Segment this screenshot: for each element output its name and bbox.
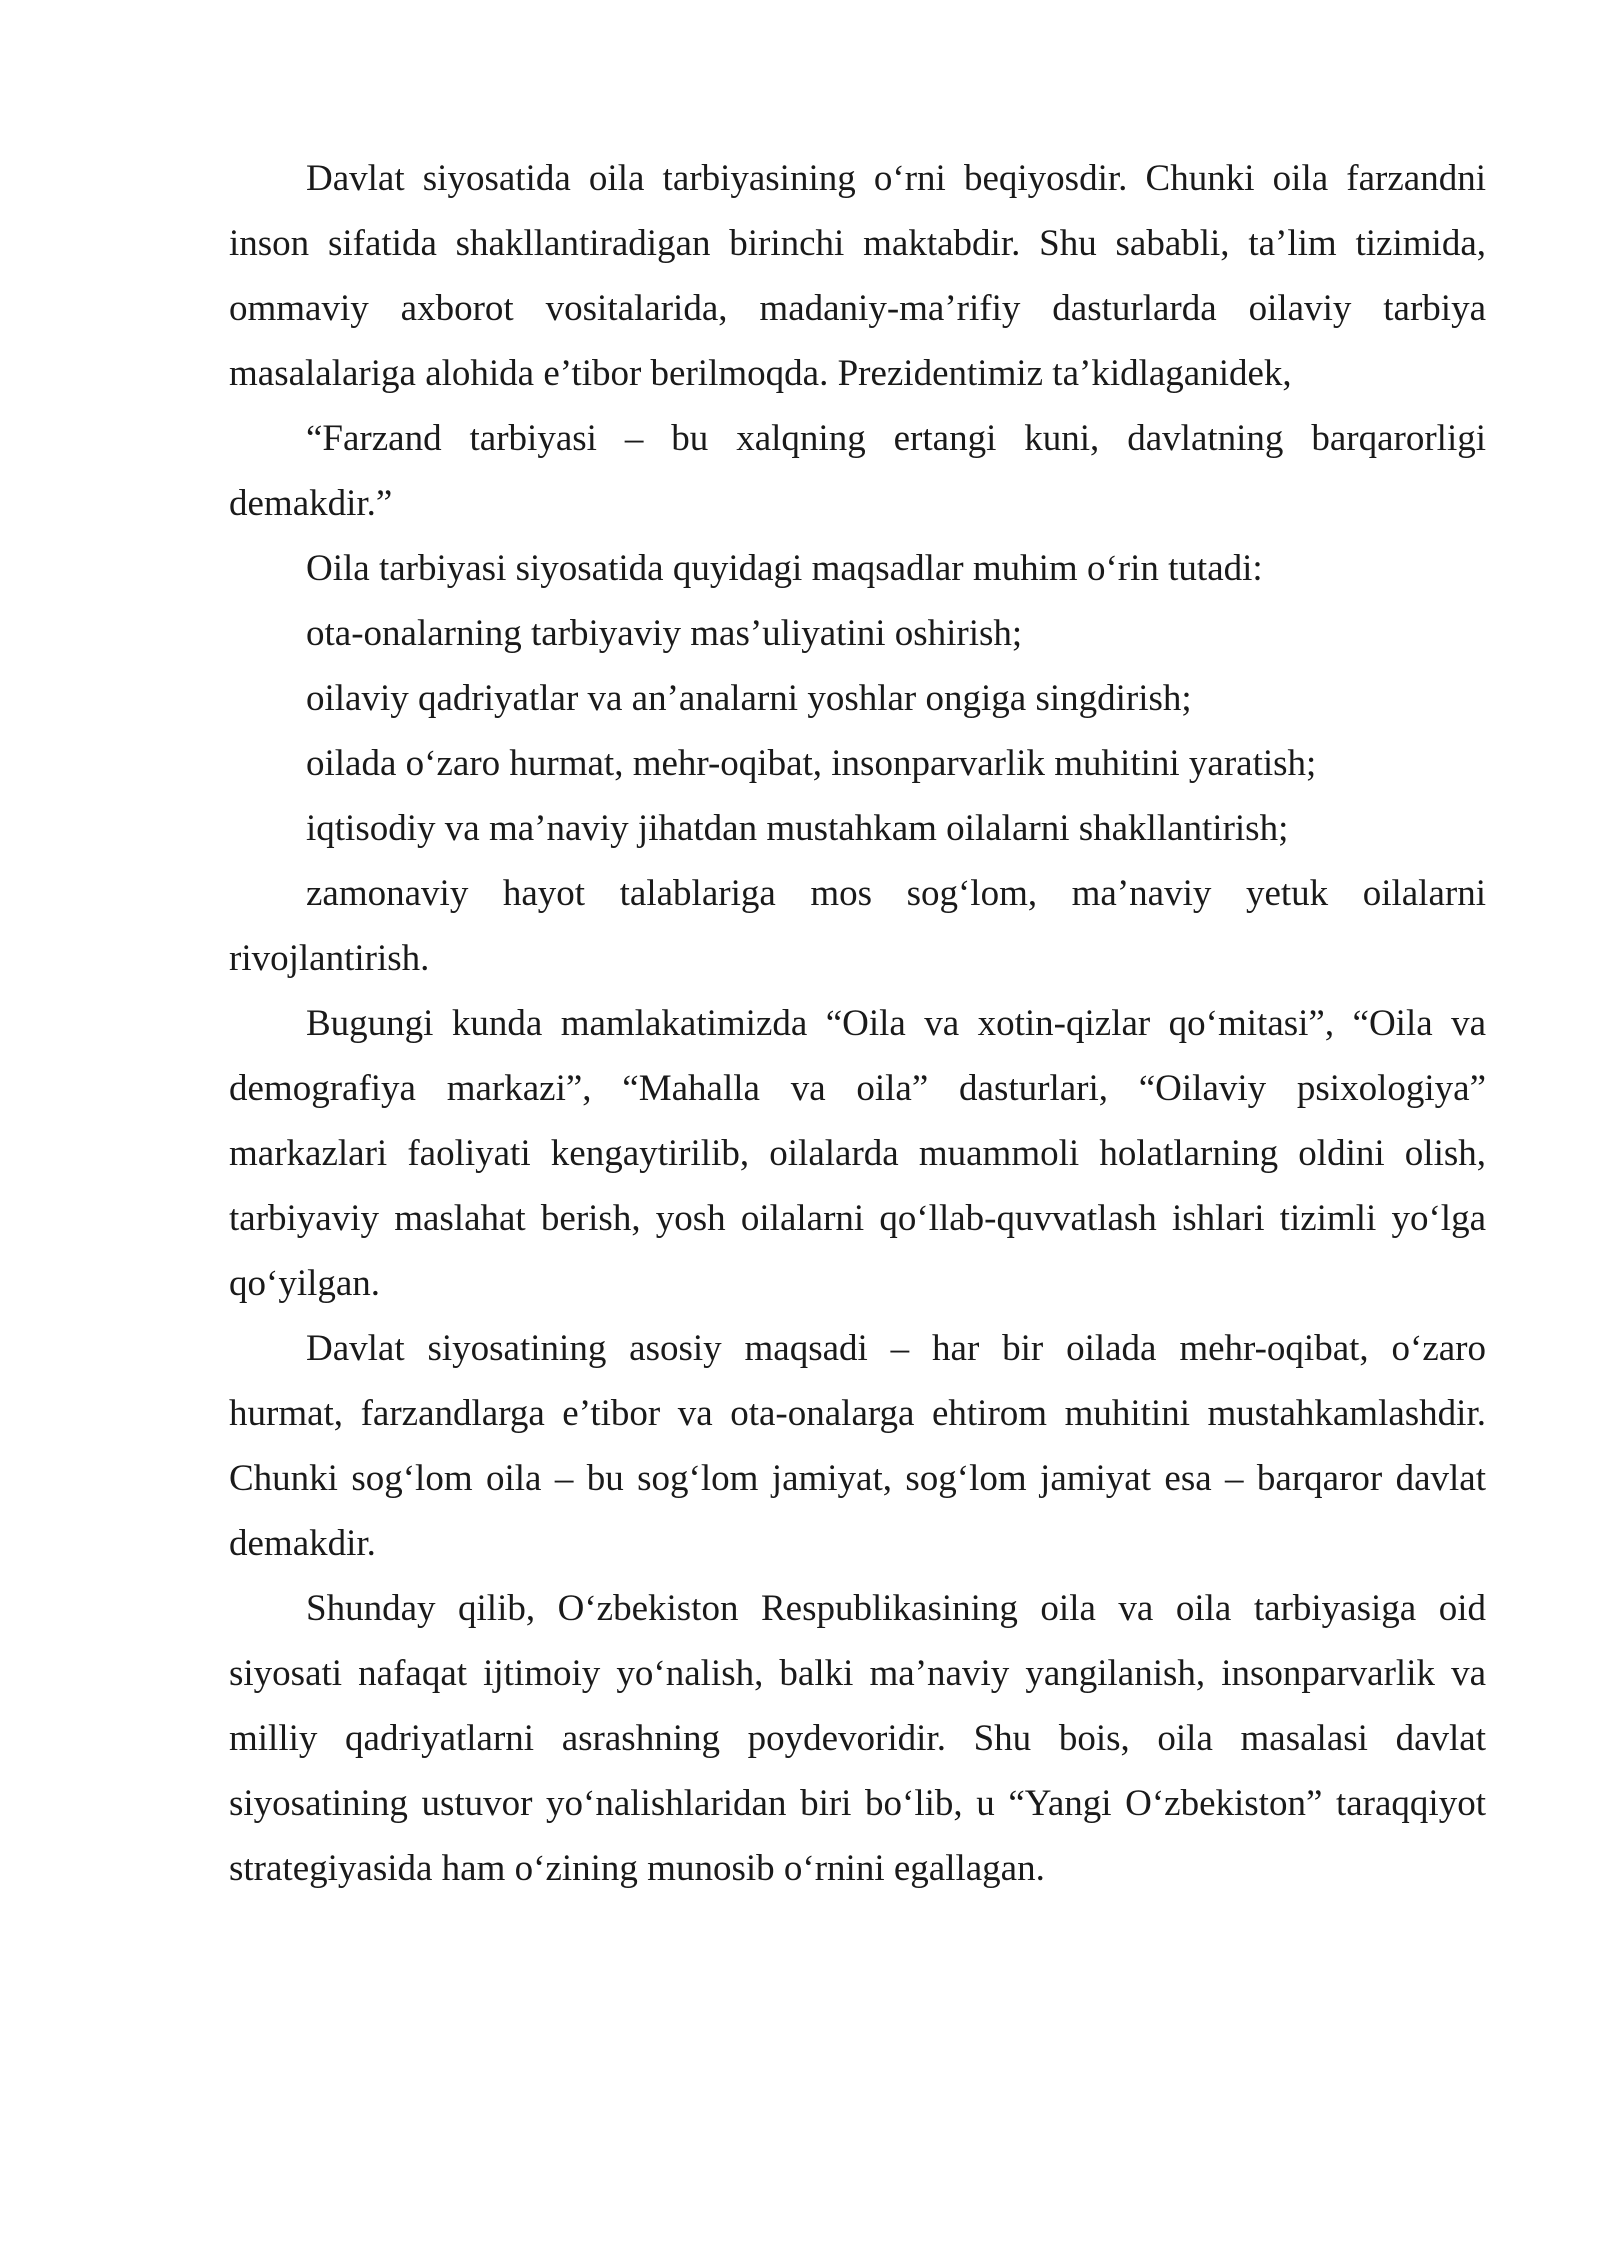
paragraph-intro: Davlat siyosatida oila tarbiyasining o‘rni beqiyosdir. Chunki oila farzandni inson sifatida shakllantiradigan birinchi maktabdir. Shu sababli, ta’lim tizimida, ommaviy axborot vositalarida, madaniy-ma’rifiy dasturlarda oilaviy tarbiya masalalariga alohida e’tibor berilmoqda. Prezidentimiz ta’kidlaganidek, [229,158,1486,394]
document-body [229,146,1486,1901]
list-item-goal-5: zamonaviy hayot talablariga mos sog‘lom, ma’naviy yetuk oilalarni rivojlantirish. [229,873,1486,979]
paragraph-goals-heading: Oila tarbiyasi siyosatida quyidagi maqsadlar muhim o‘rin tutadi: [306,548,1263,589]
paragraph-quote: “Farzand tarbiyasi – bu xalqning ertangi kuni, davlatning barqarorligi demakdir.” [229,418,1486,524]
list-item-goal-3: oilada o‘zaro hurmat, mehr-oqibat, insonparvarlik muhitini yaratish; [306,743,1317,784]
list-item-goal-2: oilaviy qadriyatlar va an’analarni yoshlar ongiga singdirish; [306,678,1192,719]
list-item-goal-1: ota-onalarning tarbiyaviy mas’uliyatini oshirish; [306,613,1023,654]
paragraph-main-goal: Davlat siyosatining asosiy maqsadi – har bir oilada mehr-oqibat, o‘zaro hurmat, farzandlarga e’tibor va ota-onalarga ehtirom muhitini mustahkamlashdir. Chunki sog‘lom oila – bu sog‘lom jamiyat, sog‘lom jamiyat esa – barqaror davlat demakdir. [229,1328,1486,1564]
paragraph-institutions: Bugungi kunda mamlakatimizda “Oila va xotin-qizlar qo‘mitasi”, “Oila va demografiya markazi”, “Mahalla va oila” dasturlari, “Oilaviy psixologiya” markazlari faoliyati kengaytirilib, oilalarda muammoli holatlarning oldini olish, tarbiyaviy maslahat berish, yosh oilalarni qo‘llab-quvvatlash ishlari tizimli yo‘lga qo‘yilgan. [229,1003,1486,1304]
list-item-goal-4: iqtisodiy va ma’naviy jihatdan mustahkam oilalarni shakllantirish; [306,808,1289,849]
paragraph-conclusion: Shunday qilib, O‘zbekiston Respublikasining oila va oila tarbiyasiga oid siyosati nafaqat ijtimoiy yo‘nalish, balki ma’naviy yangilanish, insonparvarlik va milliy qadriyatlarni asrashning poydevoridir. Shu bois, oila masalasi davlat siyosatining ustuvor yo‘nalishlaridan biri bo‘lib, u “Yangi O‘zbekiston” taraqqiyot strategiyasida ham o‘zining munosib o‘rnini egallagan. [229,1588,1486,1889]
